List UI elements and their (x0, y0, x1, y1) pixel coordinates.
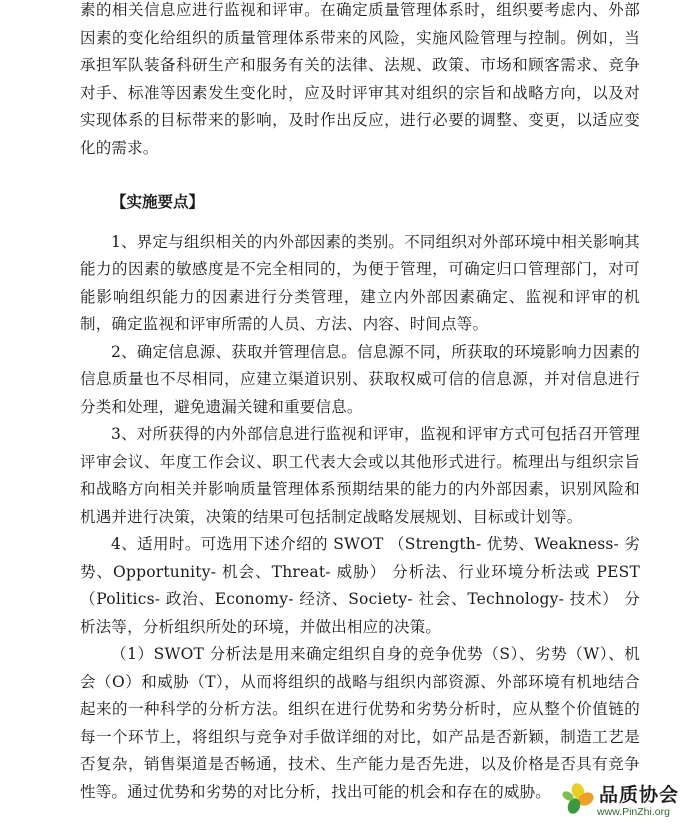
watermark-name: 品质协会 (599, 784, 680, 806)
watermark-url: www.PinZhi.org (597, 806, 670, 818)
paragraph-2: 2、确定信息源、获取并管理信息。信息源不同，所获取的环境影响力因素的信息质量也不尽相同，应建立渠道识别、获取权威可信的信息源，并对信息进行分类和处理，避免遗漏关键和重要信息。 (80, 342, 640, 416)
document-page (80, 0, 640, 806)
section-heading: 【实施要点】 (111, 193, 205, 211)
paragraph-4: 4、适用时。可选用下述介绍的 SWOT （Strength- 优势、Weakness- 劣势、Opportunity- 机会、Threat- 威胁） 分析法、行业环境分析法或 PEST （Politics- 政治、Economy- 经济、Society- 社会、Technology- 技术） 分析法等，分析组织所处的环境，并做出相应的决策。 (80, 535, 640, 636)
intro-paragraph: 素的相关信息应进行监视和评审。在确定质量管理体系时，组织要考虑内、外部因素的变化给组织的质量管理体系带来的风险，实施风险管理与控制。例如，当承担军队装备科研生产和服务有关的法律、法规、政策、市场和顾客需求、竞争对手、标准等因素发生变化时，应及时评审其对组织的宗旨和战略方向，以及对实现体系的目标带来的影响，及时作出反应，进行必要的调整、变更，以适应变化的需求。 (80, 1, 640, 157)
pinzhi-logo-icon (561, 782, 595, 816)
paragraph-5: （1）SWOT 分析法是用来确定组织自身的竞争优势（S）、劣势（W）、机会（O）和威胁（T），从而将组织的战略与组织内部资源、外部环境有机地结合起来的一种科学的分析方法。组织在进行优势和劣势分析时，应从整个价值链的每一个环节上，将组织与竞争对手做详细的对比，如产品是否新颖，制造工艺是否复杂，销售渠道是否畅通，技术、生产能力是否先进，以及价格是否具有竞争性等。通过优势和劣势的对比分析，找出可能的机会和存在的威胁。 (80, 645, 640, 801)
paragraph-1: 1、界定与组织相关的内外部因素的类别。不同组织对外部环境中相关影响其能力的因素的敏感度是不完全相同的，为便于管理，可确定归口管理部门，对可能影响组织能力的因素进行分类管理，建立内外部因素确定、监视和评审的机制，确定监视和评审所需的人员、方法、内容、时间点等。 (80, 232, 640, 333)
watermark (561, 780, 689, 822)
spacer (80, 162, 640, 189)
paragraph-3: 3、对所获得的内外部信息进行监视和评审，监视和评审方式可包括召开管理评审会议、年度工作会议、职工代表大会或以其他形式进行。梳理出与组织宗旨和战略方向相关并影响质量管理体系预期结果的能力的内外部因素，识别风险和机遇并进行决策，决策的结果可包括制定战略发展规划、目标或计划等。 (80, 425, 640, 526)
